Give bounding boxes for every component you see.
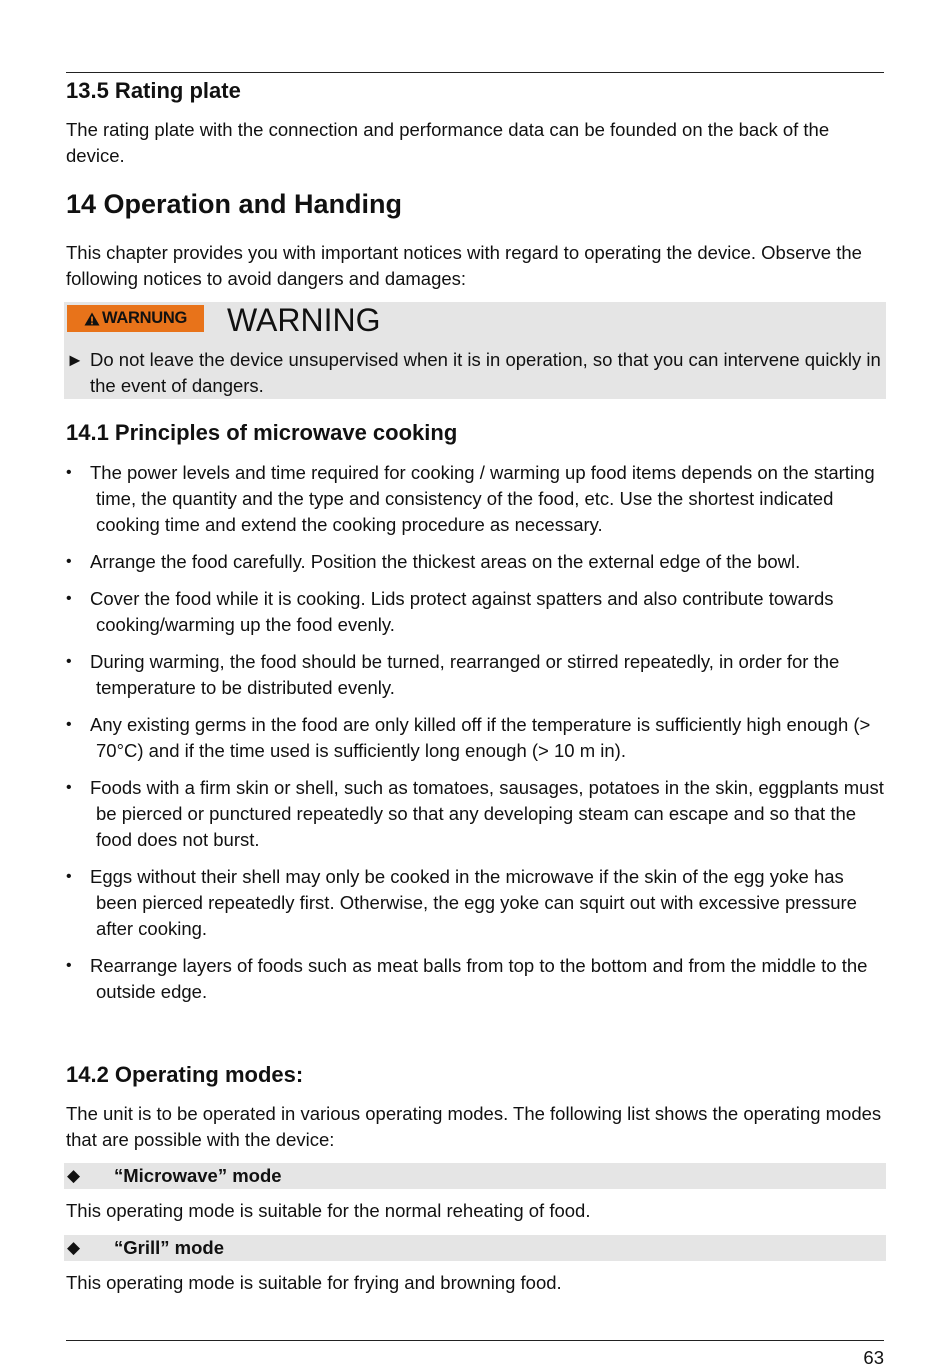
chapter-14-intro: This chapter provides you with important notices with regard to operating the device. Observe the following notices to avoid dangers and damages: [66, 242, 862, 289]
list-item: • Cover the food while it is cooking. Lids protect against spatters and also contribute towards cooking/warming up the food evenly. [66, 588, 834, 635]
page-number: 63 [863, 1347, 884, 1368]
warning-arrow-icon: ► [66, 350, 84, 370]
bullet-icon: • [66, 464, 72, 481]
section-14-2-heading: 14.2 Operating modes: [66, 1062, 304, 1087]
warning-badge [67, 305, 204, 332]
mode-description-grill: This operating mode is suitable for frying and browning food. [66, 1272, 562, 1293]
list-item: • Any existing germs in the food are only killed off if the temperature is sufficiently high enough (> 70°C) and if the time used is sufficiently long enough (> 10 m in). [66, 714, 871, 761]
list-item: • During warming, the food should be turned, rearranged or stirred repeatedly, in order for the temperature to be distributed evenly. [66, 651, 840, 698]
warning-triangle-icon [84, 312, 100, 326]
diamond-icon: ◆ [67, 1238, 81, 1257]
bullet-icon: • [66, 553, 72, 570]
warning-title: WARNING [227, 302, 381, 338]
section-13-5-heading: 13.5 Rating plate [66, 78, 241, 103]
list-item: • The power levels and time required for cooking / warming up food items depends on the starting time, the quantity and the type and consistency of the food, etc. Use the shortest indicated cooking time and extend the cooking procedure as necessary. [66, 462, 875, 535]
section-13-5-body: The rating plate with the connection and performance data can be founded on the back of the device. [66, 119, 830, 166]
section-14-2-intro: The unit is to be operated in various operating modes. The following list shows the operating modes that are possible with the device: [66, 1103, 882, 1150]
bullet-icon: • [66, 653, 72, 670]
chapter-14-heading: 14 Operation and Handing [66, 189, 403, 219]
list-item: • Eggs without their shell may only be cooked in the microwave if the skin of the egg yoke has been pierced repeatedly first. Otherwise, the egg yoke can squirt out with excessive pressure after cooking. [66, 866, 857, 939]
list-item: • Foods with a firm skin or shell, such as tomatoes, sausages, potatoes in the skin, eggplants must be pierced or punctured repeatedly so that any developing steam can escape and so that the food does not burst. [66, 777, 884, 850]
warning-badge-label: WARNUNG [102, 309, 187, 327]
top-rule [66, 72, 884, 73]
mode-label-microwave: “Microwave” mode [114, 1165, 282, 1186]
bullet-icon: • [66, 868, 72, 885]
mode-description-microwave: This operating mode is suitable for the normal reheating of food. [66, 1200, 591, 1221]
section-14-1-heading: 14.1 Principles of microwave cooking [66, 420, 458, 445]
bullet-icon: • [66, 590, 72, 607]
bottom-rule [66, 1340, 884, 1341]
warning-text: Do not leave the device unsupervised when it is in operation, so that you can intervene quickly in the event of dangers. [90, 349, 881, 396]
bullet-icon: • [66, 779, 72, 796]
bullet-icon: • [66, 957, 72, 974]
principles-list [66, 460, 886, 1016]
list-item: • Rearrange layers of foods such as meat balls from top to the bottom and from the middle to the outside edge. [66, 955, 868, 1002]
bullet-icon: • [66, 716, 72, 733]
list-item: • Arrange the food carefully. Position the thickest areas on the external edge of the bowl. [66, 549, 886, 575]
diamond-icon: ◆ [67, 1166, 81, 1185]
mode-label-grill: “Grill” mode [114, 1237, 224, 1258]
